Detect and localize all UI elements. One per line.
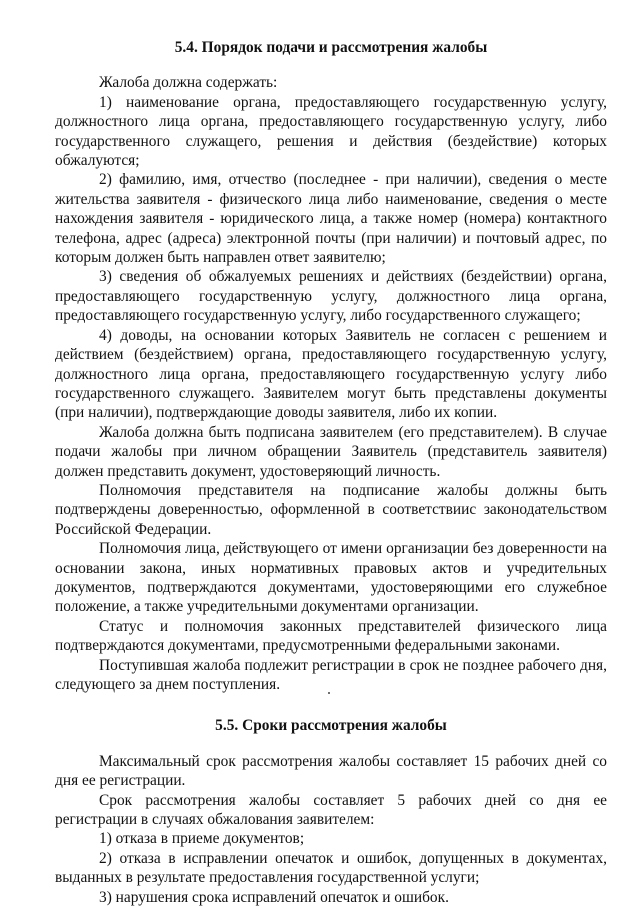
paragraph-complaint-contents-intro: Жалоба должна содержать:: [99, 74, 278, 92]
section-5-4-body: [55, 73, 607, 694]
scan-speck: [328, 692, 330, 694]
section-heading-5-4: 5.4. Порядок подачи и рассмотрения жалобы: [174, 39, 488, 56]
paragraph-max-review-period: Максимальный срок рассмотрения жалобы составляет 15 рабочих дней со дня ее регистрации.: [55, 752, 607, 790]
paragraph-organization-authority: Полномочия лица, действующего от имени организации без доверенности на основании закона, иных нормативных правовых актов и учредительных документов, подтверждаются документами, удостоверяющими его служебное положение, а также учредительными документами организации.: [55, 540, 607, 616]
paragraph-item-4-arguments: 4) доводы, на основании которых Заявитель не согласен с решением и действием (бездействием) органа, предоставляющего государственную услугу, должностного лица органа, предоставляющего государственную услугу либо государственного служащего. Заявителем могут быть представлены документы (при наличии), подтверждающие доводы заявителя, либо их копии.: [55, 326, 607, 422]
paragraph-case-1-refusal: 1) отказа в приеме документов;: [99, 830, 305, 848]
paragraph-case-3-deadline-violation: 3) нарушения срока исправлений опечаток и ошибок.: [99, 888, 449, 906]
paragraph-short-review-period: Срок рассмотрения жалобы составляет 5 рабочих дней со дня ее регистрации в случаях обжалования заявителем:: [55, 791, 607, 829]
paragraph-item-3-appealed-decisions: 3) сведения об обжалуемых решениях и действиях (бездействии) органа, предоставляющего государственную услугу, должностного лица органа, предоставляющего государственную услугу, либо государственного служащего;: [55, 268, 607, 325]
paragraph-registration-deadline: Поступившая жалоба подлежит регистрации в срок не позднее рабочего дня, следующего за днем поступления.: [55, 656, 607, 693]
paragraph-representative-authority: Полномочия представителя на подписание жалобы должны быть подтверждены доверенностью, оформленной в соответствиис законодательством Российской Федерации.: [55, 481, 607, 538]
section-heading-5-5: 5.5. Сроки рассмотрения жалобы: [215, 717, 447, 735]
paragraph-case-2-correction-refusal: 2) отказа в исправлении опечаток и ошибок, допущенных в документах, выданных в результате предоставления государственной услуги;: [55, 849, 607, 887]
paragraph-signature-requirement: Жалоба должна быть подписана заявителем (его представителем). В случае подачи жалобы при личном обращении Заявитель (представитель заявителя) должен представить документ, удостоверяющий личность.: [55, 423, 607, 480]
paragraph-item-1-authority-name: 1) наименование органа, предоставляющего государственную услугу, должностного лица органа, предоставляющего государственную услугу, либо государственного служащего, решения и действия (бездействие) которых обжалуются;: [55, 93, 607, 170]
document-body: [55, 38, 607, 907]
section-5-5-body: [55, 752, 607, 907]
paragraph-legal-representatives: Статус и полномочия законных представителей физического лица подтверждаются документами, предусмотренными федеральными законами.: [55, 617, 607, 655]
paragraph-item-2-applicant-details: 2) фамилию, имя, отчество (последнее - при наличии), сведения о месте жительства заявителя - физического лица либо наименование, сведения о месте нахождения заявителя - юридического лица, а также номер (номера) контактного телефона, адрес (адреса) электронной почты (при наличии) и почтовый адрес, по которым должен быть направлен ответ заявителю;: [55, 171, 607, 267]
